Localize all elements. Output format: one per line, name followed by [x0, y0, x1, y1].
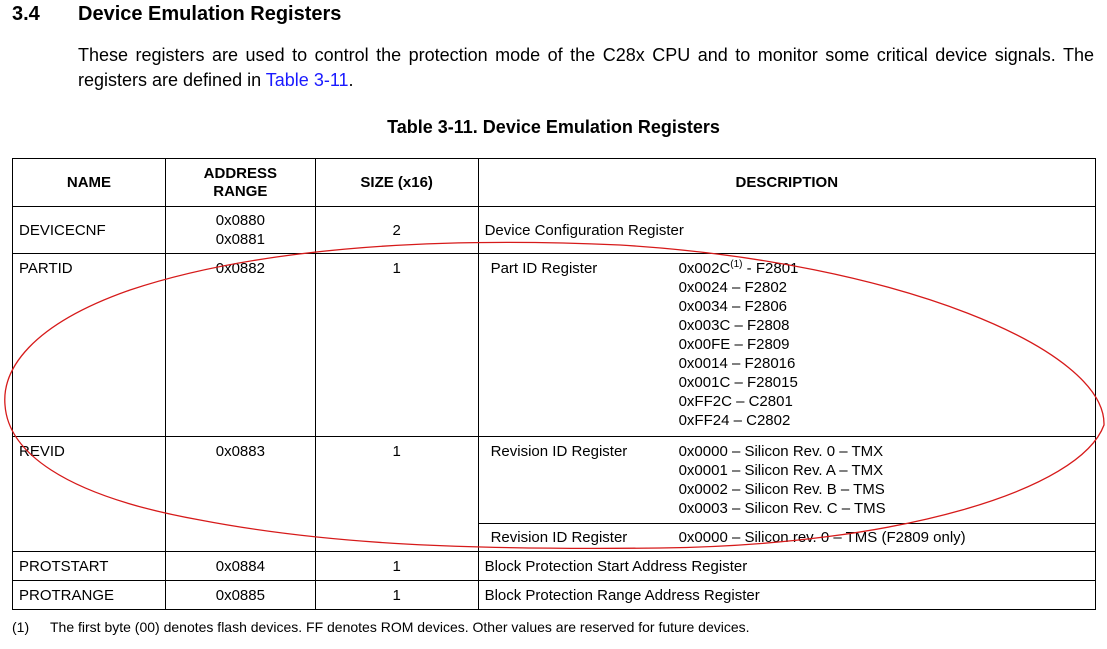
revid2-description [485, 528, 1089, 547]
revid-values [679, 442, 1089, 518]
cell-description: Device Configuration Register [478, 207, 1095, 254]
partid-value: 0x001C – F28015 [678, 374, 798, 391]
header-description: DESCRIPTION [478, 159, 1095, 207]
revid-value: 0x0003 – Silicon Rev. C – TMS [678, 500, 886, 517]
cell-description [478, 437, 1095, 524]
intro-paragraph [78, 43, 1094, 93]
cell-name: PROTSTART [13, 552, 166, 581]
partid-description [485, 259, 1089, 430]
section-title: Device Emulation Registers [78, 3, 342, 25]
table-row-revid [13, 437, 1096, 524]
partid-value: 0xFF2C – C2801 [678, 393, 793, 410]
cell-name: PROTRANGE [13, 581, 166, 610]
cell-address: 0x0882 [165, 254, 315, 437]
partid-value: 0x0014 – F28016 [678, 355, 796, 372]
partid-value-suffix: - F2801 [742, 260, 799, 277]
table-caption: Table 3-11. Device Emulation Registers [387, 117, 720, 137]
footnote-text: The first byte (00) denotes flash devices. FF denotes ROM devices. Other values are reserved for future devices. [50, 619, 750, 635]
table-link[interactable]: Table 3-11 [265, 70, 349, 90]
section-number: 3.4 [12, 3, 40, 25]
address-line2: 0x0881 [215, 231, 265, 248]
cell-size: 1 [315, 254, 478, 437]
partid-value: 0x0034 – F2806 [678, 298, 787, 315]
address-line1: 0x0880 [215, 212, 265, 229]
partid-value-first [679, 259, 1089, 278]
cell-size: 2 [315, 207, 478, 254]
header-size: SIZE (x16) [315, 159, 478, 207]
intro-text: These registers are used to control the protection mode of the C28x CPU and to monitor some critical device signals. The registers are defined in [78, 45, 1094, 90]
header-address [165, 159, 315, 207]
table-row-protrange [13, 581, 1096, 610]
cell-name: PARTID [13, 254, 166, 437]
header-address-line2: RANGE [213, 182, 268, 200]
cell-description [478, 524, 1095, 552]
header-row [13, 159, 1096, 207]
cell-address: 0x0883 [165, 437, 315, 552]
intro-end: . [348, 70, 354, 90]
table-row-protstart [13, 552, 1096, 581]
partid-value: 0x003C – F2808 [678, 317, 790, 334]
footnote-ref: (1) [730, 259, 743, 270]
partid-values [679, 259, 1089, 430]
cell-size: 1 [315, 437, 478, 552]
cell-address: 0x0884 [165, 552, 315, 581]
registers-table [12, 158, 1096, 610]
cell-address: 0x0885 [165, 581, 315, 610]
partid-value: 0x002C [678, 260, 731, 277]
footnote [12, 619, 750, 635]
table-row-partid [13, 254, 1096, 437]
cell-size: 1 [315, 581, 478, 610]
partid-value: 0xFF24 – C2802 [678, 412, 791, 429]
cell-description [478, 254, 1095, 437]
revid-value: 0x0000 – Silicon Rev. 0 – TMX [678, 443, 884, 460]
footnote-mark: (1) [12, 619, 30, 635]
revid-value: 0x0002 – Silicon Rev. B – TMS [678, 481, 885, 498]
partid-value: 0x0024 – F2802 [678, 279, 787, 296]
cell-address [165, 207, 315, 254]
cell-description: Block Protection Range Address Register [478, 581, 1095, 610]
cell-name: DEVICECNF [13, 207, 166, 254]
cell-description: Block Protection Start Address Register [478, 552, 1095, 581]
partid-label: Part ID Register [490, 260, 598, 277]
revid-value: 0x0001 – Silicon Rev. A – TMX [678, 462, 884, 479]
revid-label: Revision ID Register [490, 443, 628, 460]
cell-name: REVID [13, 437, 166, 552]
revid-description [485, 442, 1089, 518]
cell-size: 1 [315, 552, 478, 581]
partid-value: 0x00FE – F2809 [678, 336, 790, 353]
revid2-value: 0x0000 – Silicon rev. 0 – TMS (F2809 only) [678, 529, 966, 546]
header-address-line1: ADDRESS [203, 164, 278, 182]
revid2-label: Revision ID Register [490, 529, 628, 546]
header-name: NAME [13, 159, 166, 207]
table-row-devicecnf [13, 207, 1096, 254]
